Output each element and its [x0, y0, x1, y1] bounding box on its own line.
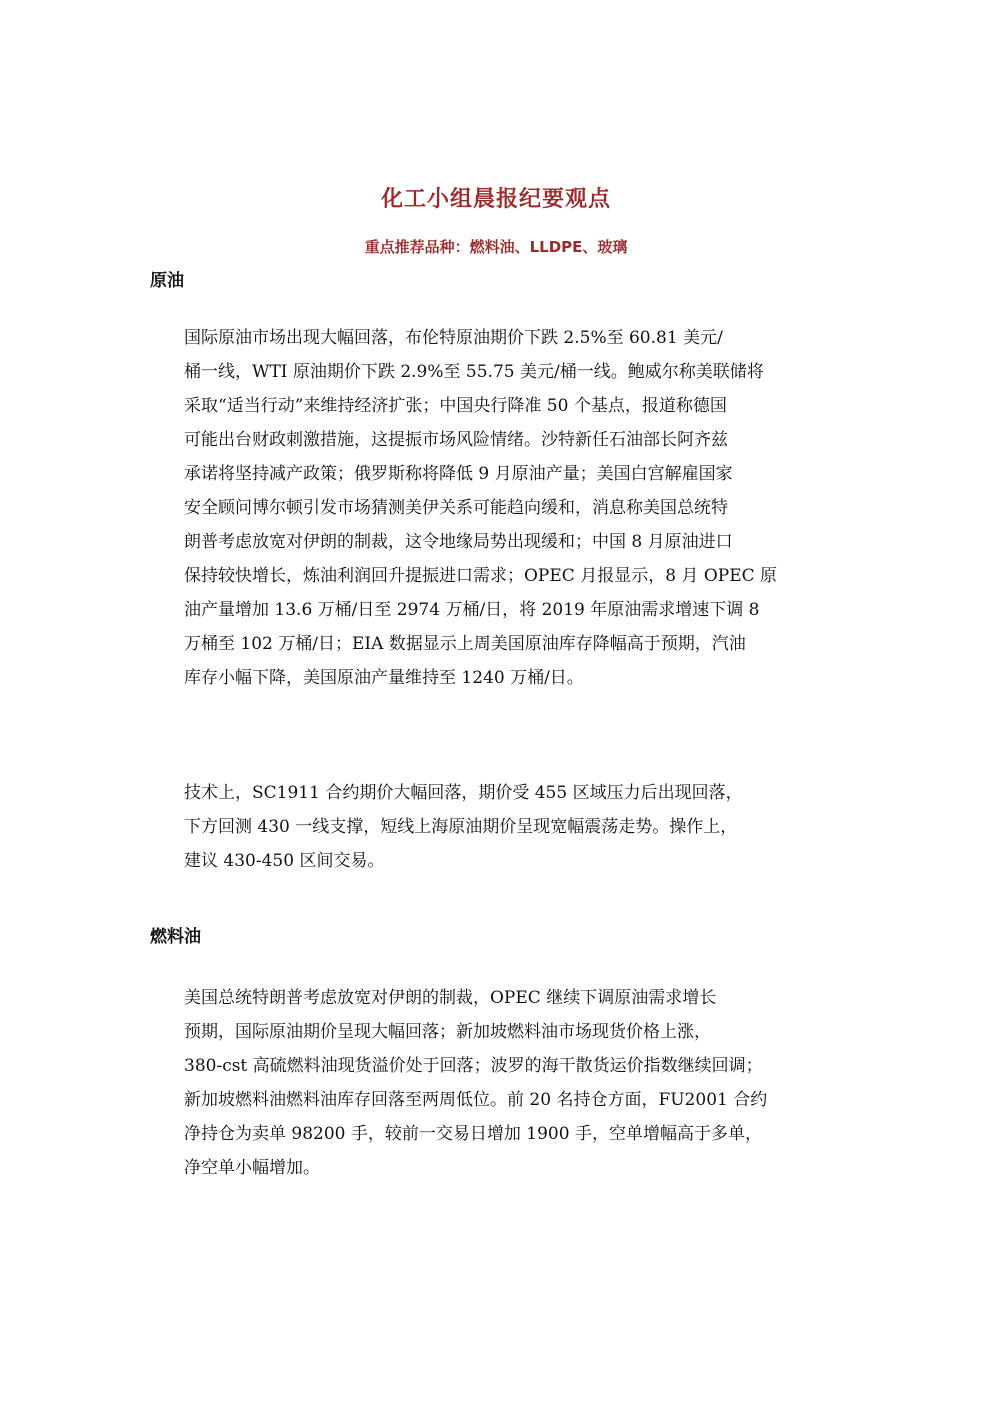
text-line: 预期，国际原油期价呈现大幅回落；新加坡燃料油市场现货价格上涨，: [184, 1022, 711, 1042]
text-line: 桶一线，WTI 原油期价下跌 2.9%至 55.75 美元/桶一线。鲍威尔称美联储将: [184, 362, 764, 382]
text-line: 承诺将坚持减产政策；俄罗斯称将降低 9 月原油产量；美国白宫解雇国家: [184, 464, 733, 484]
text-line: 保持较快增长，炼油利润回升提振进口需求；OPEC 月报显示，8 月 OPEC 原: [184, 566, 778, 586]
text-line: 技术上，SC1911 合约期价大幅回落，期价受 455 区域压力后出现回落，: [184, 783, 743, 803]
text-line: 采取“适当行动”来维持经济扩张；中国央行降准 50 个基点，报道称德国: [184, 396, 727, 416]
text-line: 美国总统特朗普考虑放宽对伊朗的制裁，OPEC 继续下调原油需求增长: [184, 988, 717, 1008]
text-line: 可能出台财政刺激措施，这提振市场风险情绪。沙特新任石油部长阿齐兹: [184, 430, 728, 450]
text-line: 净空单小幅增加。: [184, 1158, 320, 1178]
text-line: 库存小幅下降，美国原油产量维持至 1240 万桶/日。: [184, 668, 584, 688]
paragraph-crude-oil-technical: [150, 776, 845, 878]
text-line: 新加坡燃料油燃料油库存回落至两周低位。前 20 名持仓方面，FU2001 合约: [184, 1090, 768, 1110]
text-line: 油产量增加 13.6 万桶/日至 2974 万桶/日，将 2019 年原油需求增速下调 8: [184, 600, 760, 620]
text-line: 380-cst 高硫燃料油现货溢价处于回落；波罗的海干散货运价指数继续回调；: [184, 1056, 763, 1076]
paragraph-crude-oil-market: [150, 321, 845, 695]
section-heading-crude-oil: 原油: [150, 271, 184, 291]
document-title: 化工小组晨报纪要观点: [380, 187, 611, 212]
text-line: 净持仓为卖单 98200 手，较前一交易日增加 1900 手，空单增幅高于多单，: [184, 1124, 762, 1144]
text-line: 安全顾问博尔顿引发市场猜测美伊关系可能趋向缓和，消息称美国总统特: [184, 498, 728, 518]
paragraph-fuel-oil: [150, 981, 845, 1185]
text-line: 朗普考虑放宽对伊朗的制裁，这令地缘局势出现缓和；中国 8 月原油进口: [184, 532, 733, 552]
text-line: 国际原油市场出现大幅回落，布伦特原油期价下跌 2.5%至 60.81 美元/: [184, 328, 723, 348]
section-heading-fuel-oil: 燃料油: [150, 927, 201, 947]
document-subtitle: 重点推荐品种：燃料油、LLDPE、玻璃: [364, 238, 628, 256]
text-line: 万桶至 102 万桶/日；EIA 数据显示上周美国原油库存降幅高于预期，汽油: [184, 634, 746, 654]
text-line: 下方回测 430 一线支撑，短线上海原油期价呈现宽幅震荡走势。操作上，: [184, 817, 738, 837]
text-line: 建议 430-450 区间交易。: [184, 851, 385, 871]
